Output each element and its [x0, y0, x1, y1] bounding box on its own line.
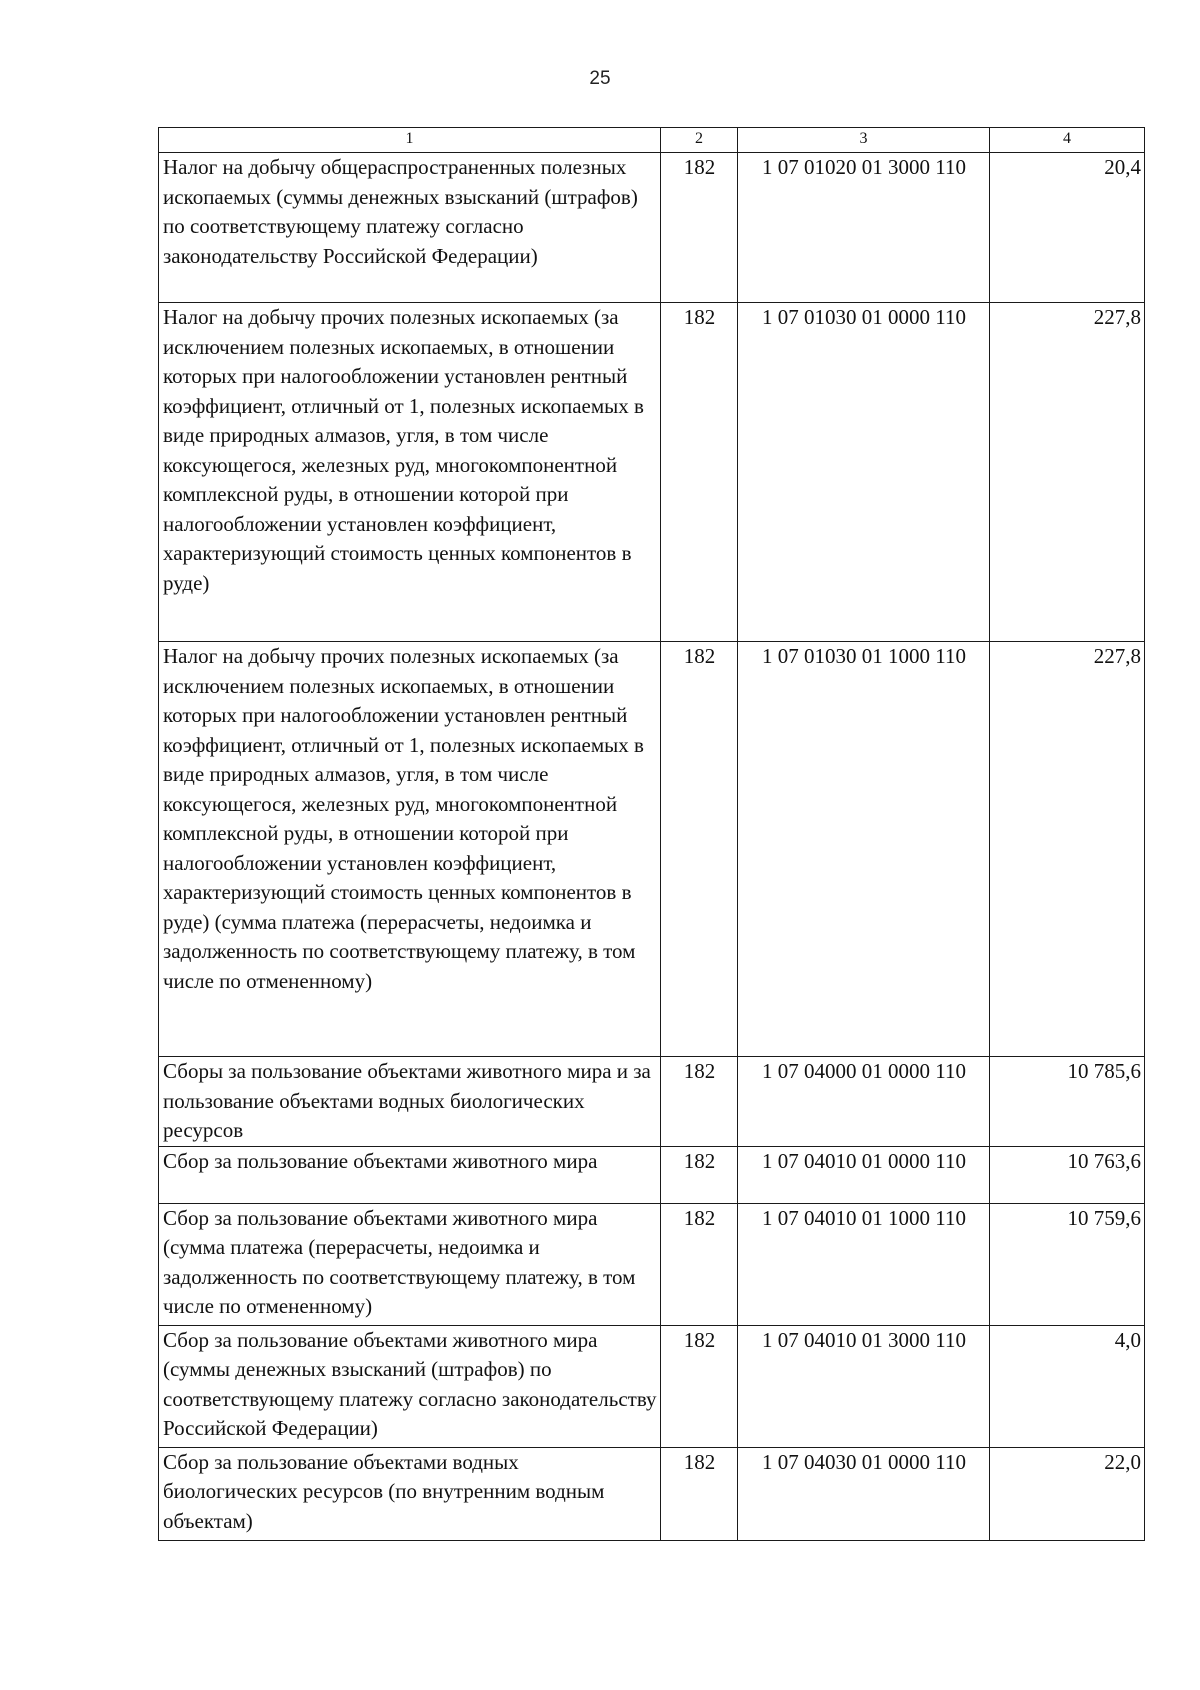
budget-classification-code: 1 07 01030 01 1000 110 [738, 642, 990, 1057]
amount: 227,8 [990, 303, 1145, 642]
admin-code: 182 [661, 1146, 738, 1203]
table-row [159, 642, 1145, 1057]
admin-code: 182 [661, 1325, 738, 1447]
budget-classification-code: 1 07 04030 01 0000 110 [738, 1447, 990, 1540]
revenue-table [158, 127, 1145, 1541]
amount: 10 763,6 [990, 1146, 1145, 1203]
revenue-name: Сбор за пользование объектами водных биологических ресурсов (по внутренним водным объектам) [159, 1447, 661, 1540]
amount: 227,8 [990, 642, 1145, 1057]
header-col-2: 2 [661, 128, 738, 153]
admin-code: 182 [661, 1057, 738, 1147]
budget-classification-code: 1 07 04010 01 1000 110 [738, 1203, 990, 1325]
admin-code: 182 [661, 1447, 738, 1540]
amount: 22,0 [990, 1447, 1145, 1540]
revenue-name: Сбор за пользование объектами животного мира [159, 1146, 661, 1203]
budget-classification-code: 1 07 04000 01 0000 110 [738, 1057, 990, 1147]
revenue-name: Налог на добычу прочих полезных ископаемых (за исключением полезных ископаемых, в отношении которых при налогообложении установлен рентный коэффициент, отличный от 1, полезных ископаемых в виде природных алмазов, угля, в том числе коксующегося, железных руд, многокомпонентной комплексной руды, в отношении которой при налогообложении установлен коэффициент, характеризующий стоимость ценных компонентов в руде) [159, 303, 661, 642]
table-row [159, 1447, 1145, 1540]
amount: 20,4 [990, 153, 1145, 303]
revenue-name: Сбор за пользование объектами животного мира (суммы денежных взысканий (штрафов) по соответствующему платежу согласно законодательству Российской Федерации) [159, 1325, 661, 1447]
table-row [159, 1203, 1145, 1325]
table-row [159, 1146, 1145, 1203]
admin-code: 182 [661, 153, 738, 303]
table-row [159, 153, 1145, 303]
revenue-name: Сбор за пользование объектами животного мира (сумма платежа (перерасчеты, недоимка и задолженность по соответствующему платежу, в том числе по отмененному) [159, 1203, 661, 1325]
budget-classification-code: 1 07 04010 01 3000 110 [738, 1325, 990, 1447]
revenue-name: Сборы за пользование объектами животного мира и за пользование объектами водных биологических ресурсов [159, 1057, 661, 1147]
page-number: 25 [589, 68, 611, 89]
table-header-row [159, 128, 1145, 153]
table-row [159, 1325, 1145, 1447]
revenue-name: Налог на добычу прочих полезных ископаемых (за исключением полезных ископаемых, в отношении которых при налогообложении установлен рентный коэффициент, отличный от 1, полезных ископаемых в виде природных алмазов, угля, в том числе коксующегося, железных руд, многокомпонентной комплексной руды, в отношении которой при налогообложении установлен коэффициент, характеризующий стоимость ценных компонентов в руде) (сумма платежа (перерасчеты, недоимка и задолженность по соответствующему платежу, в том числе по отмененному) [159, 642, 661, 1057]
amount: 10 759,6 [990, 1203, 1145, 1325]
header-col-1: 1 [159, 128, 661, 153]
table-row [159, 1057, 1145, 1147]
budget-classification-code: 1 07 04010 01 0000 110 [738, 1146, 990, 1203]
amount: 4,0 [990, 1325, 1145, 1447]
admin-code: 182 [661, 303, 738, 642]
header-col-4: 4 [990, 128, 1145, 153]
admin-code: 182 [661, 1203, 738, 1325]
budget-classification-code: 1 07 01020 01 3000 110 [738, 153, 990, 303]
revenue-name: Налог на добычу общераспространенных полезных ископаемых (суммы денежных взысканий (штрафов) по соответствующему платежу согласно законодательству Российской Федерации) [159, 153, 661, 303]
header-col-3: 3 [738, 128, 990, 153]
amount: 10 785,6 [990, 1057, 1145, 1147]
admin-code: 182 [661, 642, 738, 1057]
table-row [159, 303, 1145, 642]
budget-classification-code: 1 07 01030 01 0000 110 [738, 303, 990, 642]
